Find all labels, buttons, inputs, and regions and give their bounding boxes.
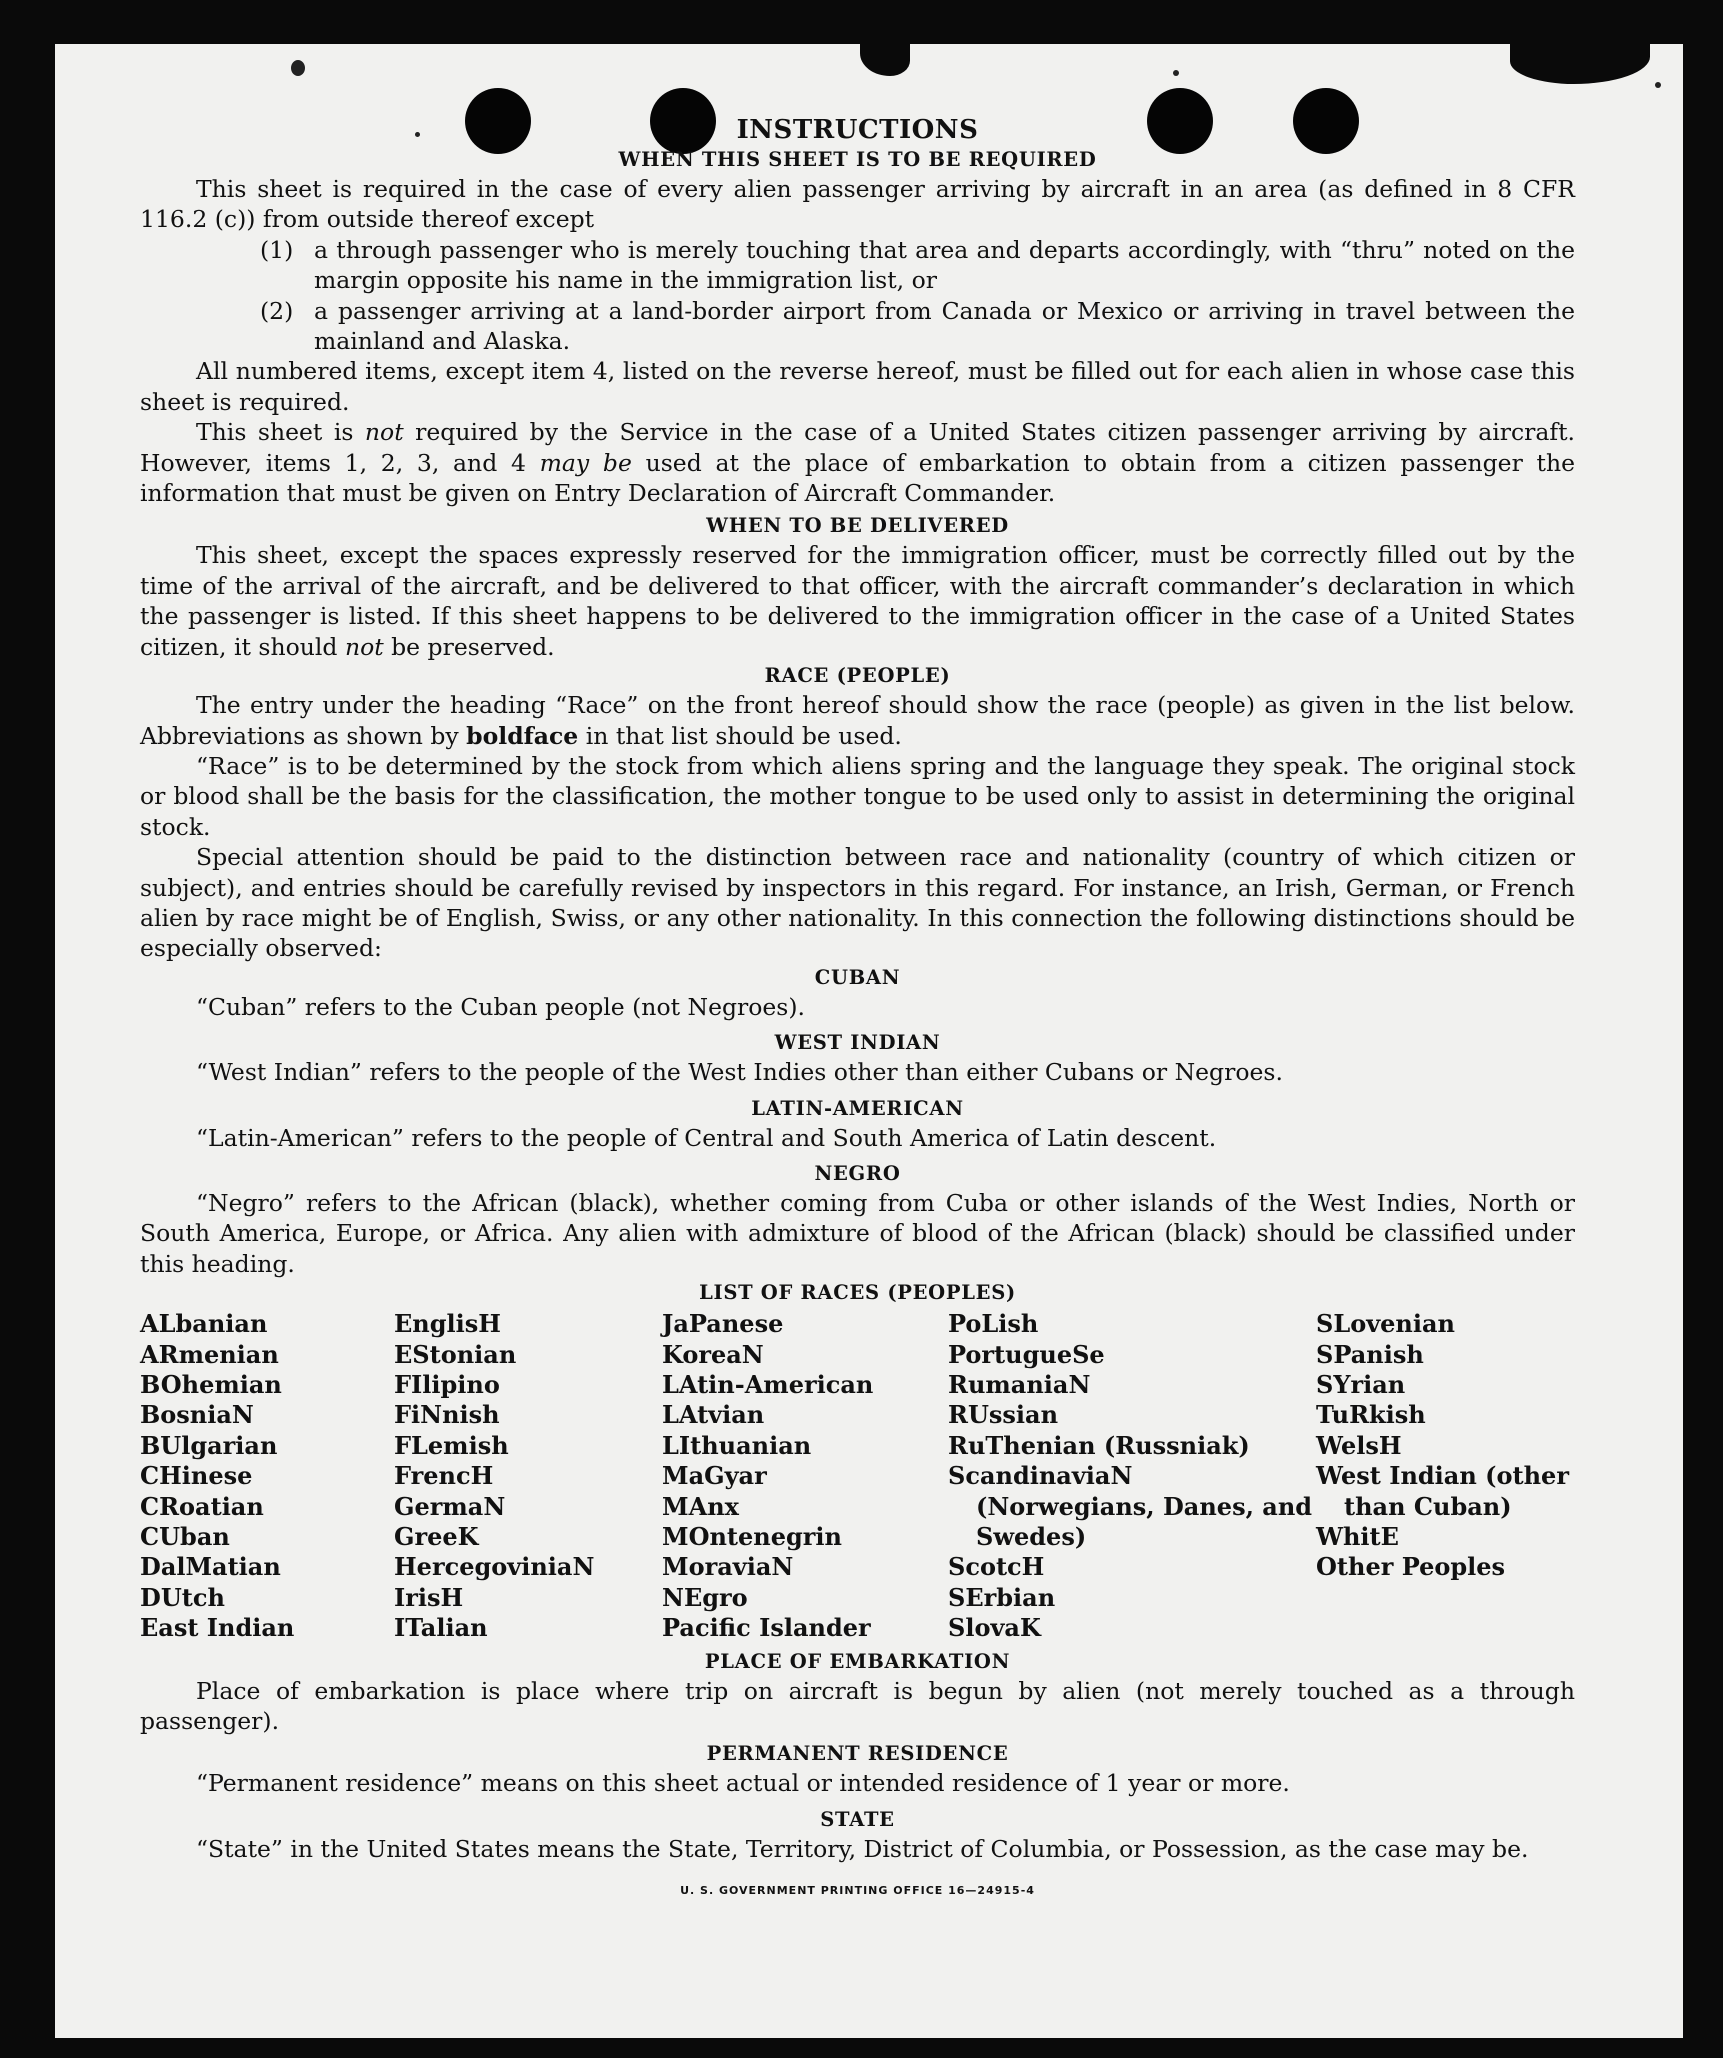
race-entry: LAtvian	[662, 1400, 765, 1430]
heading-race: RACE (PEOPLE)	[764, 664, 951, 688]
latin-american-text: “Latin-American” refers to the people of Central and South America of Latin descent.	[196, 1123, 1217, 1152]
race-entry: HercegoviniaN	[394, 1552, 595, 1582]
race-entry: GreeK	[394, 1522, 479, 1552]
race-entry: RUssian	[948, 1400, 1059, 1430]
race-entry: ITalian	[394, 1613, 488, 1643]
heading-list-of-races: LIST OF RACES (PEOPLES)	[699, 1281, 1016, 1305]
citizen-paragraph	[140, 417, 1575, 508]
document-sheet	[55, 44, 1683, 2038]
text-run: required by the Service in the case of a United States citizen passenger arriving by aircraft. However, items 1, 2, 3, and 4	[140, 418, 1575, 477]
heading-cuban: CUBAN	[814, 965, 901, 989]
race-entry: SlovaK	[948, 1613, 1041, 1643]
race-entry: Other Peoples	[1316, 1552, 1506, 1582]
race-entry: EnglisH	[394, 1309, 501, 1339]
instructions-content	[140, 114, 1575, 1907]
item-number: (2)	[260, 296, 294, 325]
race-entry: MAnx	[662, 1491, 739, 1521]
race-entry: SYrian	[1316, 1370, 1406, 1399]
race-entry: CUban	[140, 1522, 230, 1552]
race-entry: BosniaN	[140, 1400, 254, 1430]
printing-office-footer: U. S. GOVERNMENT PRINTING OFFICE 16—24915-4	[680, 1884, 1035, 1898]
torn-edge	[860, 44, 910, 76]
race-entry: IrisH	[394, 1582, 464, 1612]
race-entry: FIlipino	[394, 1370, 500, 1399]
numbered-items-paragraph: All numbered items, except item 4, listed on the reverse hereof, must be filled out for each alien in whose case this sheet is required.	[140, 357, 1575, 416]
italic-run: may be	[539, 448, 632, 477]
cuban-text: “Cuban” refers to the Cuban people (not Negroes).	[196, 992, 806, 1021]
torn-edge	[1510, 44, 1650, 84]
race-entry: SLovenian	[1316, 1309, 1455, 1339]
heading-place-of-embarkation: PLACE OF EMBARKATION	[704, 1649, 1011, 1673]
race-entry: SPanish	[1316, 1339, 1424, 1369]
race-entry: Pacific Islander	[662, 1613, 871, 1643]
race-entry: West Indian (other than Cuban)	[1316, 1461, 1569, 1521]
race-entry: ARmenian	[140, 1339, 279, 1369]
race-paragraph-3: Special attention should be paid to the distinction between race and nationality (country of which citizen or subject), and entries should be carefully revised by inspectors in this regard. For instance, an Irish, German, or French alien by race might be of English, Swiss, or any other nationality. In this connection the following distinctions should be especially observed:	[140, 843, 1575, 963]
heading-when-delivered: WHEN TO BE DELIVERED	[706, 514, 1009, 538]
italic-run: not	[364, 418, 404, 447]
when-delivered-text	[140, 540, 1575, 662]
west-indian-text: “West Indian” refers to the people of the West Indies other than either Cubans or Negroes.	[196, 1058, 1283, 1087]
race-entry: LIthuanian	[662, 1430, 812, 1460]
negro-text: “Negro” refers to the African (black), whether coming from Cuba or other islands of the West Indies, North or South America, Europe, or Africa. Any alien with admixture of blood of the African (black) should be classified under this heading.	[140, 1188, 1575, 1278]
speck	[1173, 70, 1179, 76]
races-column	[1316, 1309, 1576, 1643]
race-paragraph-1	[140, 690, 1575, 751]
race-entry: EStonian	[394, 1339, 517, 1369]
race-entry: MOntenegrin	[662, 1522, 842, 1552]
text-run: used at the place of embarkation to obtain from a citizen passenger the information that must be given on Entry Declaration of Aircraft Commander.	[140, 448, 1576, 508]
race-entry: MaGyar	[662, 1461, 767, 1491]
race-entry: WelsH	[1316, 1430, 1402, 1460]
race-entry: PortugueSe	[948, 1339, 1105, 1369]
page-title: INSTRUCTIONS	[736, 115, 979, 145]
race-entry: ScotcH	[948, 1552, 1045, 1582]
race-entry: NEgro	[662, 1582, 748, 1612]
races-column	[662, 1309, 948, 1643]
heading-permanent-residence: PERMANENT RESIDENCE	[706, 1742, 1009, 1766]
text-run: be preserved.	[383, 632, 555, 661]
race-entry: BOhemian	[140, 1370, 282, 1399]
race-entry: DUtch	[140, 1582, 225, 1612]
race-entry: FrencH	[394, 1461, 494, 1491]
bold-run: boldface	[466, 721, 579, 750]
race-entry: FLemish	[394, 1430, 509, 1460]
permanent-residence-text: “Permanent residence” means on this sheet actual or intended residence of 1 year or more.	[196, 1769, 1290, 1798]
when-required-intro: This sheet is required in the case of every alien passenger arriving by aircraft in an area (as defined in 8 CFR 116.2 (c)) from outside thereof except	[140, 175, 1575, 234]
heading-when-required: WHEN THIS SHEET IS TO BE REQUIRED	[618, 148, 1097, 171]
heading-latin-american: LATIN-AMERICAN	[751, 1096, 964, 1120]
race-entry: BUlgarian	[140, 1430, 278, 1460]
race-entry: PoLish	[948, 1309, 1039, 1339]
italic-run: not	[344, 632, 384, 661]
race-entry: East Indian	[140, 1613, 295, 1643]
races-column	[394, 1309, 662, 1643]
race-entry: ALbanian	[140, 1309, 268, 1339]
race-entry: CHinese	[140, 1461, 253, 1491]
text-run: This sheet is	[196, 418, 365, 447]
races-column	[948, 1309, 1316, 1643]
race-entry: ScandinaviaN (Norwegians, Danes, and Swedes)	[948, 1461, 1313, 1552]
place-of-embarkation-text: Place of embarkation is place where trip on aircraft is begun by alien (not merely touched as a through passenger).	[140, 1676, 1575, 1736]
race-entry: TuRkish	[1316, 1400, 1426, 1430]
speck	[291, 60, 305, 76]
heading-west-indian: WEST INDIAN	[774, 1031, 941, 1055]
heading-negro: NEGRO	[814, 1161, 901, 1185]
text-run: in that list should be used.	[578, 721, 902, 750]
race-entry: SErbian	[948, 1582, 1056, 1612]
race-entry: RuThenian (Russniak)	[948, 1430, 1250, 1460]
item-number: (1)	[260, 235, 294, 264]
race-entry: WhitE	[1316, 1522, 1399, 1552]
speck	[1655, 82, 1661, 88]
race-entry: CRoatian	[140, 1491, 264, 1521]
race-entry: KoreaN	[662, 1339, 764, 1369]
race-paragraph-2: “Race” is to be determined by the stock from which aliens spring and the language they speak. The original stock or blood shall be the basis for the classification, the mother tongue to be used only to assist in determining the original stock.	[140, 751, 1575, 841]
state-text: “State” in the United States means the State, Territory, District of Columbia, or Possession, as the case may be.	[196, 1834, 1529, 1863]
race-entry: RumaniaN	[948, 1370, 1091, 1399]
race-entry: JaPanese	[662, 1309, 784, 1339]
text-run: This sheet, except the spaces expressly reserved for the immigration officer, must be correctly filled out by the time of the arrival of the aircraft, and be delivered to that officer, with the aircraft commander’s declaration in which the passenger is listed. If this sheet happens to be delivered to the immigration officer in the case of a United States citizen, it should	[140, 541, 1575, 661]
exception-item-2	[260, 296, 1575, 357]
races-list	[140, 1309, 1575, 1643]
race-entry: LAtin-American	[662, 1370, 874, 1399]
text-run: The entry under the heading “Race” on the front hereof should show the race (people) as given in the list below. Abbreviations as shown by	[140, 691, 1575, 750]
race-entry: FiNnish	[394, 1400, 500, 1430]
item-text: a passenger arriving at a land-border airport from Canada or Mexico or arriving in travel between the mainland and Alaska.	[314, 296, 1575, 356]
race-entry: DalMatian	[140, 1552, 281, 1582]
race-entry: MoraviaN	[662, 1552, 794, 1582]
races-column	[140, 1309, 394, 1643]
exception-item-1	[260, 235, 1575, 296]
race-entry: GermaN	[394, 1491, 506, 1521]
heading-state: STATE	[820, 1807, 895, 1831]
item-text: a through passenger who is merely touching that area and departs accordingly, with “thru” noted on the margin opposite his name in the immigration list, or	[314, 235, 1575, 295]
